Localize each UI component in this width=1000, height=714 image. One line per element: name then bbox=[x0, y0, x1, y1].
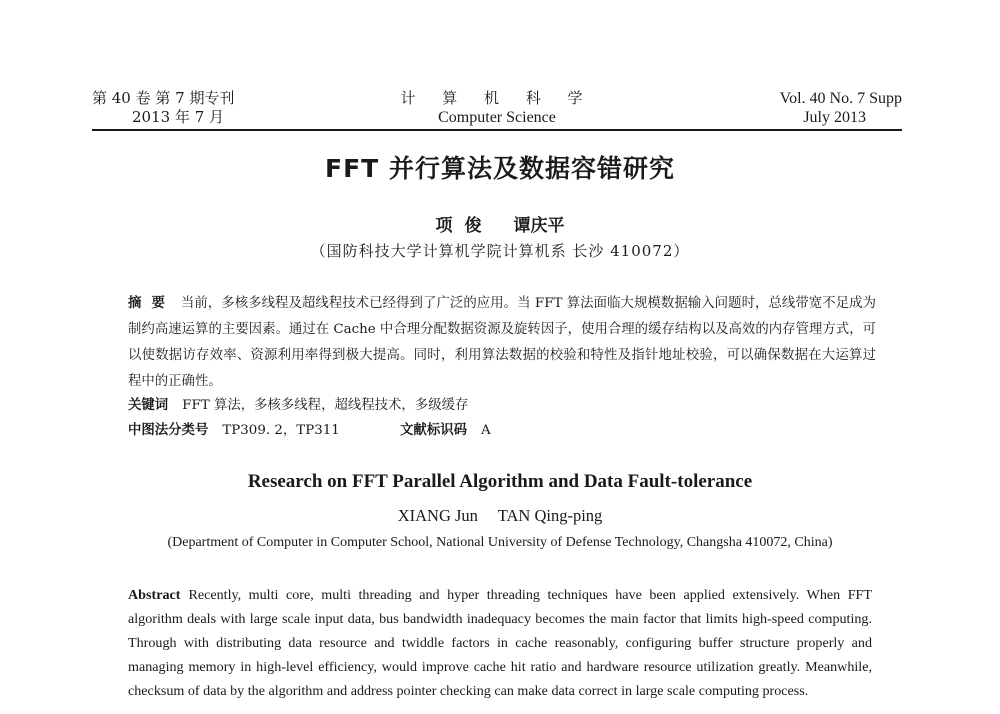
header-rule bbox=[92, 129, 902, 131]
journal-name-en: Computer Science bbox=[438, 109, 556, 126]
author-list-cn bbox=[0, 211, 1000, 236]
keywords-cn bbox=[128, 396, 468, 416]
classification-row bbox=[128, 421, 491, 441]
abstract-text-cn: 当前，多核多线程及超线程技术已经得到了广泛的应用。当 FFT 算法面临大规模数据输入问题时，总线带宽不足成为制约高速运算的主要因素。通过在 Cache 中合理分配数据资源及旋转因子，使用合理的缓存结构以及高效的内存管理方式，可以使数据访存效率、资源利用率得到极大提高。同时，利用算法数据的校验和特性及指针地址校验，可以确保数据在大运算过程中的正确性。 bbox=[128, 296, 876, 389]
affiliation-cn: （国防科技大学计算机学院计算机系 长沙 410072） bbox=[310, 242, 690, 260]
clc-label: 中图法分类号 bbox=[128, 423, 209, 438]
paper-title-cn: FFT 并行算法及数据容错研究 bbox=[325, 154, 675, 183]
author-list-en bbox=[0, 506, 1000, 526]
document-code-label: 文献标识码 bbox=[400, 423, 467, 438]
affiliation-en: (Department of Computer in Computer School, National University of Defense Technology, Changsha 410072, China) bbox=[167, 535, 833, 550]
header-volume-issue: 第 40 卷 第 7 期专刊 bbox=[92, 89, 235, 107]
author-name-cn: 项俊 bbox=[435, 216, 494, 236]
header-date-en: July 2013 bbox=[803, 109, 866, 126]
document-code-value: A bbox=[481, 423, 491, 438]
running-header bbox=[92, 89, 902, 131]
keywords-text-cn: FFT 算法，多核多线程，超线程技术，多级缓存 bbox=[182, 398, 469, 413]
author-name-cn: 谭庆平 bbox=[513, 216, 565, 236]
author-name-en: XIANG Jun bbox=[397, 506, 478, 525]
abstract-en bbox=[128, 583, 872, 714]
abstract-label-en: Abstract bbox=[128, 587, 181, 603]
header-volume-issue-en: Vol. 40 No. 7 Supp bbox=[779, 90, 902, 107]
journal-name-cn: 计 算 机 科 学 bbox=[400, 89, 594, 107]
author-name-en: TAN Qing-ping bbox=[497, 506, 603, 525]
header-volume-info-en bbox=[682, 89, 902, 127]
abstract-label-cn: 摘要 bbox=[128, 296, 175, 311]
clc-value: TP309. 2，TP311 bbox=[222, 423, 340, 438]
keywords-label-cn: 关键词 bbox=[128, 398, 169, 413]
header-journal-name bbox=[392, 89, 602, 127]
abstract-text-en: Recently, multi core, multi threading and hyper threading techniques have been applied extensively. When FFT algorithm deals with large scale input data, bus bandwidth inadequacy becomes the main factor that limits high-speed computing. Through with distributing data resource and twiddle factors in cache reasonably, configuring buffer structure properly and managing memory in high-level efficiency, would improve cache hit ratio and hardware resource utilization greatly. Meanwhile, checksum of data by the algorithm and address pointer checking can make data correct in large scale computing process. bbox=[128, 587, 872, 699]
paper-title-en: Research on FFT Parallel Algorithm and Data Fault-tolerance bbox=[247, 471, 753, 492]
abstract-cn bbox=[128, 291, 876, 395]
header-date-cn: 2013 年 7 月 bbox=[132, 108, 225, 126]
header-volume-info bbox=[92, 89, 312, 127]
